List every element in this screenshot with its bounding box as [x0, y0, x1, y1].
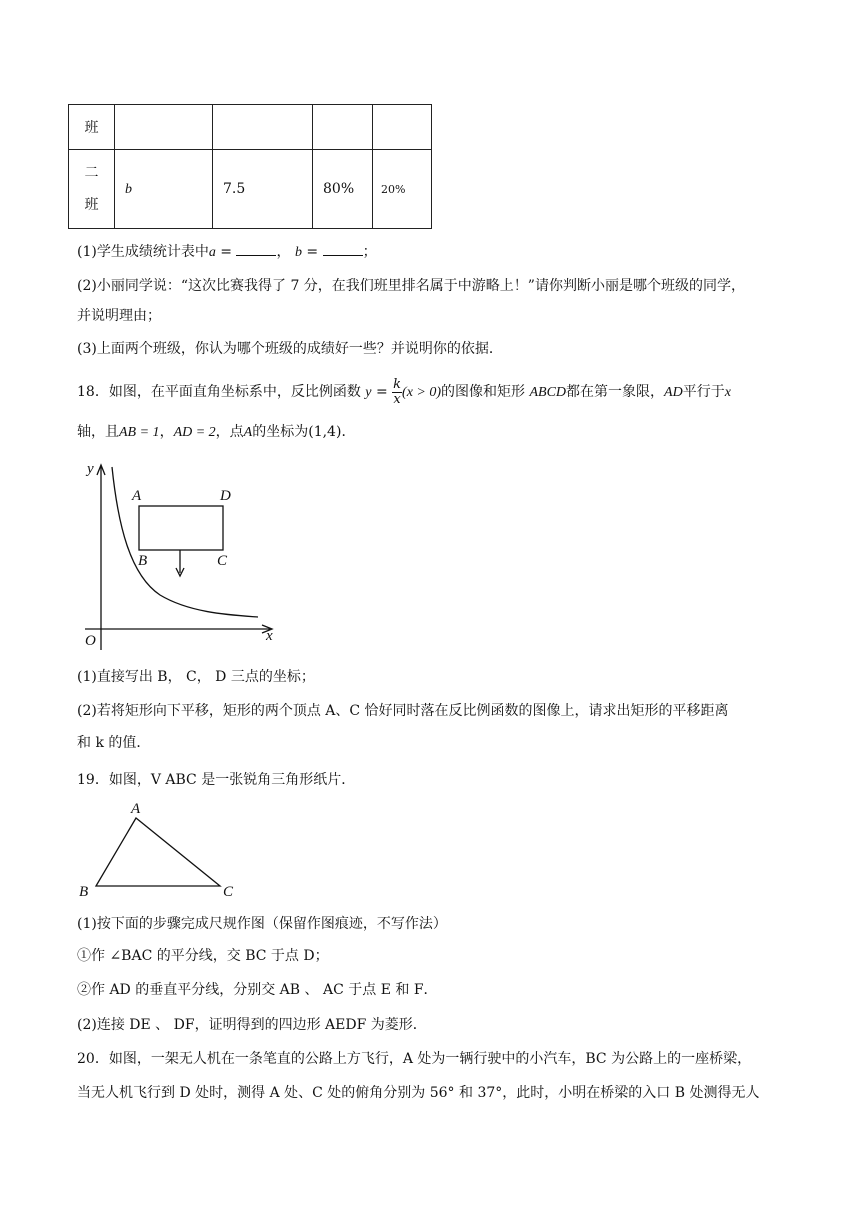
var-b: b — [294, 245, 302, 260]
label-x: x — [266, 628, 273, 644]
text: = — [371, 384, 393, 400]
table-cell — [69, 150, 115, 229]
text: ； — [362, 244, 377, 260]
text: 的图像和矩形 — [441, 384, 526, 400]
table-cell: 7.5 — [213, 150, 313, 229]
ad-length: AD = 2 — [173, 425, 216, 440]
rectangle-abcd — [139, 506, 223, 550]
label-b: B — [138, 553, 148, 569]
var-y: y — [365, 385, 372, 400]
q18-line2 — [77, 422, 355, 443]
label-b: B — [79, 884, 89, 900]
domain-condition: (x > 0) — [402, 385, 442, 400]
text: ， — [159, 424, 174, 440]
q18-figure — [70, 455, 290, 660]
q18-part1: (1)直接写出 B， C， D 三点的坐标； — [77, 669, 315, 685]
label-a: A — [131, 801, 141, 817]
label-d: D — [220, 488, 231, 504]
var-x: x — [724, 385, 731, 400]
text: ， — [276, 244, 295, 260]
table-cell: 20% — [373, 150, 432, 229]
q18-line1 — [77, 377, 731, 408]
text: ． — [341, 424, 356, 440]
class-label: 班 — [84, 120, 99, 136]
table-row — [69, 105, 432, 150]
fraction-denominator: x — [393, 391, 401, 407]
table-cell — [69, 105, 115, 150]
class-label: 二 — [84, 165, 99, 181]
table-cell — [115, 105, 213, 150]
answer-blank[interactable] — [323, 241, 363, 256]
segment-ad: AD — [664, 385, 683, 400]
var-a: a — [208, 245, 216, 260]
q19-triangle-figure — [74, 798, 244, 900]
text: = — [301, 244, 323, 260]
score-table — [68, 104, 432, 229]
text: ，点 — [215, 424, 244, 440]
ab-length: AB = 1 — [119, 425, 160, 440]
q20-line2: 当无人机飞行到 D 处时，测得 A 处、C 处的俯角分别为 56° 和 37°，此时，小明在桥梁的入口 B 处测得无人 — [77, 1085, 760, 1101]
q19-line1: 19．如图，V ABC 是一张锐角三角形纸片． — [77, 772, 356, 788]
table-cell — [373, 105, 432, 150]
table-cell: 80% — [313, 150, 373, 229]
q20-line1: 20．如图，一架无人机在一条笔直的公路上方飞行，A 处为一辆行驶中的小汽车，BC 为公路上的一座桥梁， — [77, 1051, 752, 1067]
fraction-numerator: k — [393, 376, 402, 392]
text: 18．如图，在平面直角坐标系中，反比例函数 — [77, 384, 361, 400]
q17-part1 — [77, 241, 377, 263]
fraction — [392, 378, 402, 407]
q18-part2-line1: (2)若将矩形向下平移，矩形的两个顶点 A、C 恰好同时落在反比例函数的图像上，请求出矩形的平移距离 — [77, 703, 729, 719]
q18-part2-line2: 和 k 的值． — [77, 735, 151, 751]
label-c: C — [223, 884, 234, 900]
point-a: A — [243, 425, 253, 440]
text: (1)学生成绩统计表中 — [77, 244, 209, 260]
label-c: C — [217, 553, 228, 569]
text: 的坐标为 — [252, 424, 309, 440]
label-o: O — [85, 633, 96, 649]
table-cell — [213, 105, 313, 150]
q19-part2: (2)连接 DE 、 DF，证明得到的四边形 AEDF 为菱形． — [77, 1017, 427, 1033]
label-a: A — [132, 488, 142, 504]
text: 平行于 — [682, 384, 725, 400]
median-value: b — [125, 181, 132, 197]
rect-name: ABCD — [529, 385, 567, 400]
triangle-abc — [96, 818, 220, 886]
text: 轴，且 — [77, 424, 119, 440]
q19-step1: ①作 ∠BAC 的平分线，交 BC 于点 D； — [77, 948, 329, 964]
table-row — [69, 150, 432, 229]
table-cell — [115, 150, 213, 229]
q17-part2-line1: (2)小丽同学说：“这次比赛我得了 7 分，在我们班里排名属于中游略上！”请你判断小丽是哪个班级的同学， — [77, 278, 745, 294]
text: = — [215, 244, 237, 260]
q19-step2: ②作 AD 的垂直平分线，分别交 AB 、 AC 于点 E 和 F． — [77, 982, 438, 998]
label-y: y — [87, 461, 94, 477]
table-cell — [313, 105, 373, 150]
answer-blank[interactable] — [236, 241, 276, 256]
q17-part3: (3)上面两个班级，你认为哪个班级的成绩好一些？并说明你的依据． — [77, 341, 503, 357]
q19-part1: (1)按下面的步骤完成尺规作图（保留作图痕迹，不写作法） — [77, 916, 447, 932]
coordinate: (1,4) — [308, 424, 342, 440]
q17-part2-line2: 并说明理由； — [77, 308, 161, 324]
class-label: 班 — [84, 197, 99, 213]
text: 都在第一象限， — [566, 384, 665, 400]
